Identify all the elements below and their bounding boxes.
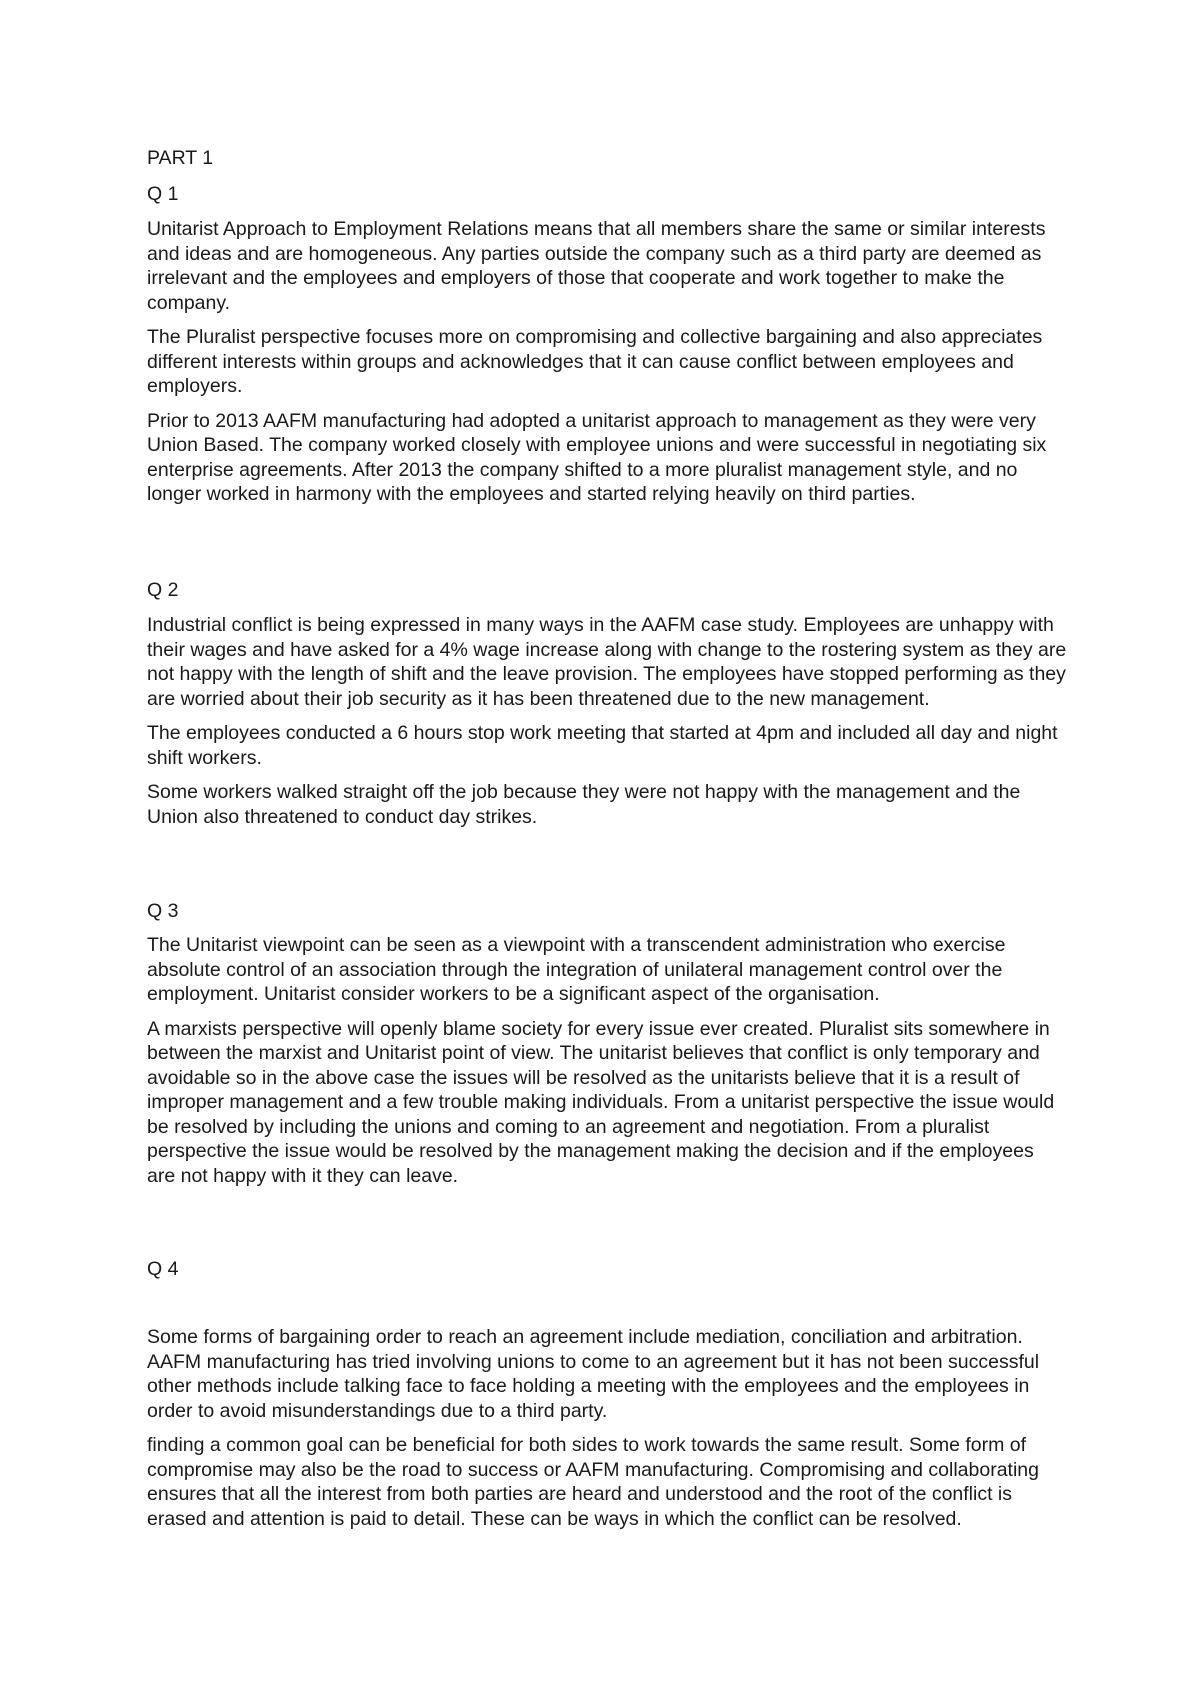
question-4-answer	[147, 1325, 1067, 1531]
paragraph: Some workers walked straight off the job because they were not happy with the management and the Union also threatened to conduct day strikes.	[147, 781, 1021, 828]
paragraph: The Unitarist viewpoint can be seen as a viewpoint with a transcendent administration who exercise absolute control of an association through the integration of unilateral management control over the employment. Unitarist consider workers to be a significant aspect of the organisation.	[147, 934, 1006, 1005]
paragraph: Some forms of bargaining order to reach an agreement include mediation, conciliation and arbitration. AAFM manufacturing has tried involving unions to come to an agreement but it has not been successful other methods include talking face to face holding a meeting with the employees and the employees in order to avoid misunderstandings due to a third party.	[147, 1326, 1040, 1422]
paragraph: Industrial conflict is being expressed in many ways in the AAFM case study. Employees are unhappy with their wages and have asked for a 4% wage increase along with change to the rostering system as they are not happy with the length of shift and the leave provision. The employees have stopped performing as they are worried about their job security as it has been threatened due to the new management.	[147, 614, 1067, 710]
paragraph: The employees conducted a 6 hours stop work meeting that started at 4pm and included all day and night shift workers.	[147, 722, 1058, 769]
part-title: PART 1	[147, 147, 214, 169]
paragraph: Prior to 2013 AAFM manufacturing had adopted a unitarist approach to management as they were very Union Based. The company worked closely with employee unions and were successful in negotiating six enterprise agreements. After 2013 the company shifted to a more pluralist management style, and no longer worked in harmony with the employees and started relying heavily on third parties.	[147, 409, 1047, 505]
paragraph: Unitarist Approach to Employment Relations means that all members share the same or similar interests and ideas and are homogeneous. Any parties outside the company such as a third party are deemed as irrelevant and the employees and employers of those that cooperate and work together to make the company.	[147, 218, 1046, 314]
question-3-answer	[147, 933, 1067, 1188]
paragraph: A marxists perspective will openly blame society for every issue ever created. Pluralist sits somewhere in between the marxist and Unitarist point of view. The unitarist believes that conflict is only temporary and avoidable so in the above case the issues will be resolved as the unitarists believe that it is a result of improper management and a few trouble making individuals. From a unitarist perspective the issue would be resolved by including the unions and coming to an agreement and negotiation. From a pluralist perspective the issue would be resolved by the management making the decision and if the employees are not happy with it they can leave.	[147, 1017, 1055, 1187]
question-1-label: Q 1	[147, 183, 179, 205]
paragraph: The Pluralist perspective focuses more on compromising and collective bargaining and also appreciates different interests within groups and acknowledges that it can cause conflict between employees and employers.	[147, 326, 1043, 397]
question-2-answer	[147, 613, 1067, 829]
question-4-label: Q 4	[147, 1258, 179, 1280]
question-2-label: Q 2	[147, 579, 179, 601]
question-1-answer	[147, 217, 1067, 507]
paragraph: finding a common goal can be beneficial for both sides to work towards the same result. Some form of compromise may also be the road to success or AAFM manufacturing. Compromising and collaborating ensures that all the interest from both parties are heard and understood and the root of the conflict is erased and attention is paid to detail. These can be ways in which the conflict can be resolved.	[147, 1434, 1039, 1530]
question-3-label: Q 3	[147, 900, 179, 922]
